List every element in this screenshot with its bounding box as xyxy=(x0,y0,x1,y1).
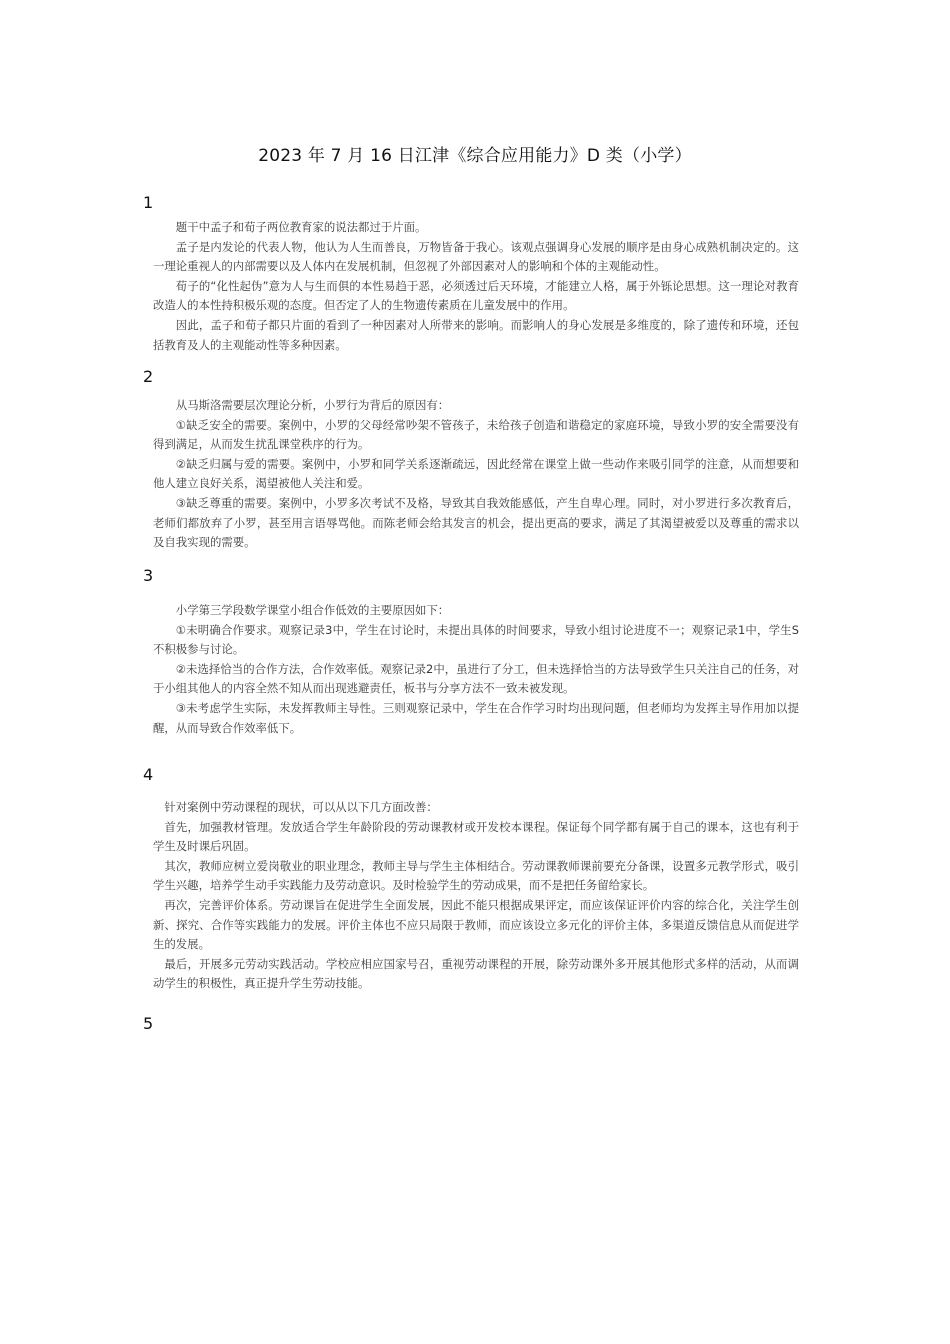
answer-paragraph: 荀子的“化性起伪”意为人与生而俱的本性易趋于恶，必须透过后天环境，才能建立人格，属于外铄论思想。这一理论对教育改造人的本性持积极乐观的态度。但否定了人的生物遗传素质在儿童发展中的作用。 xyxy=(153,278,799,313)
question-number-4: 4 xyxy=(143,765,154,784)
answer-paragraph: 再次，完善评价体系。劳动课旨在促进学生全面发展，因此不能只根据成果评定，而应该保证评价内容的综合化，关注学生创新、探究、合作等实践能力的发展。评价主体也不应只局限于教师，而应该设立多元化的评价主体，多渠道反馈信息从而促进学生的发展。 xyxy=(153,897,799,952)
answer-paragraph: ①缺乏安全的需要。案例中，小罗的父母经常吵架不管孩子，未给孩子创造和谐稳定的家庭环境，导致小罗的安全需要没有得到满足，从而发生扰乱课堂秩序的行为。 xyxy=(153,417,799,452)
answer-paragraph: 针对案例中劳动课程的现状，可以从以下几方面改善： xyxy=(164,800,438,814)
answer-paragraph: 从马斯洛需要层次理论分析，小罗行为背后的原因有： xyxy=(175,398,450,412)
answer-paragraph: 孟子是内发论的代表人物，他认为人生而善良，万物皆备于我心。该观点强调身心发展的顺序是由身心成熟机制决定的。这一理论重视人的内部需要以及人体内在发展机制，但忽视了外部因素对人的影响和个体的主观能动性。 xyxy=(153,239,799,274)
answer-paragraph: ②未选择恰当的合作方法，合作效率低。观察记录2中，虽进行了分工，但未选择恰当的方法导致学生只关注自己的任务，对于小组其他人的内容全然不知从而出现逃避责任，板书与分享方法不一致未被发现。 xyxy=(153,661,799,696)
answer-block-2 xyxy=(153,396,799,553)
answer-block-1 xyxy=(153,218,799,355)
document-title: 2023 年 7 月 16 日江津《综合应用能力》D 类（小学） xyxy=(258,146,692,166)
answer-paragraph: 首先，加强教材管理。发放适合学生年龄阶段的劳动课教材或开发校本课程。保证每个同学都有属于自己的课本，这也有利于学生及时课后巩固。 xyxy=(153,819,799,854)
answer-block-4 xyxy=(153,798,799,994)
question-number-1: 1 xyxy=(143,193,154,212)
answer-paragraph: 小学第三学段数学课堂小组合作低效的主要原因如下： xyxy=(175,603,450,617)
answer-paragraph: ③缺乏尊重的需要。案例中，小罗多次考试不及格，导致其自我效能感低，产生自卑心理。同时，对小罗进行多次教育后，老师们都放弃了小罗，甚至用言语辱骂他。而陈老师会给其发言的机会，提出更高的要求，满足了其渴望被爱以及尊重的需求以及自我实现的需要。 xyxy=(153,495,799,550)
answer-paragraph: 因此，孟子和荀子都只片面的看到了一种因素对人所带来的影响。而影响人的身心发展是多维度的，除了遗传和环境，还包括教育及人的主观能动性等多种因素。 xyxy=(153,317,799,352)
answer-paragraph: ①未明确合作要求。观察记录3中，学生在讨论时，未提出具体的时间要求，导致小组讨论进度不一；观察记录1中，学生S不积极参与讨论。 xyxy=(153,622,799,657)
answer-paragraph: 其次，教师应树立爱岗敬业的职业理念，教师主导与学生主体相结合。劳动课教师课前要充分备课，设置多元教学形式，吸引学生兴趣，培养学生动手实践能力及劳动意识。及时检验学生的劳动成果，而不是把任务留给家长。 xyxy=(153,858,799,893)
answer-paragraph: 题干中孟子和荀子两位教育家的说法都过于片面。 xyxy=(175,220,427,234)
answer-paragraph: ②缺乏归属与爱的需要。案例中，小罗和同学关系逐渐疏远，因此经常在课堂上做一些动作来吸引同学的注意，从而想要和他人建立良好关系，渴望被他人关注和爱。 xyxy=(153,456,799,491)
question-number-2: 2 xyxy=(143,367,154,386)
answer-paragraph: 最后，开展多元劳动实践活动。学校应相应国家号召，重视劳动课程的开展，除劳动课外多开展其他形式多样的活动，从而调动学生的积极性，真正提升学生劳动技能。 xyxy=(153,956,799,991)
question-number-3: 3 xyxy=(143,566,154,585)
question-number-5: 5 xyxy=(143,1014,154,1033)
answer-block-3 xyxy=(153,601,799,738)
answer-paragraph: ③未考虑学生实际，未发挥教师主导性。三则观察记录中，学生在合作学习时均出现问题，但老师均为发挥主导作用加以提醒，从而导致合作效率低下。 xyxy=(153,700,799,735)
